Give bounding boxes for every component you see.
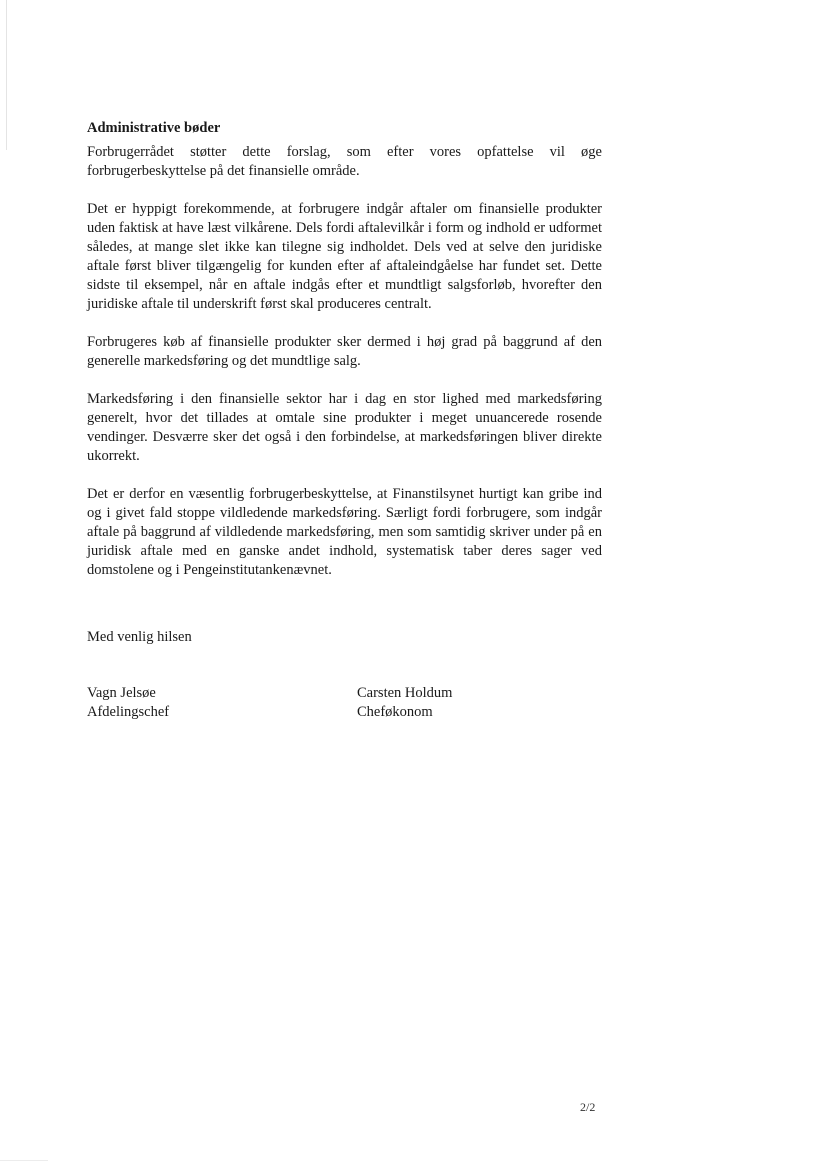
closing-salutation: Med venlig hilsen xyxy=(87,629,192,645)
signatory-title: Afdelingschef xyxy=(87,704,170,720)
paragraph: Markedsføring i den finansielle sektor har i dag en stor lighed med markedsføring generelt, hvor det tillades at omtale sine produkter i meget unuancerede rosende vendinger. Desværre sker det også i den forbindelse, at markedsføringen bliver direkte ukorrekt. xyxy=(87,391,602,464)
paragraph: Det er hyppigt forekommende, at forbrugere indgår aftaler om finansielle produkter uden faktisk at have læst vilkårene. Dels fordi aftalevilkår i form og indhold er udformet således, at mange slet ikke kan tilegne sig indholdet. Dels ved at selve den juridiske aftale først bliver tilgængelig for kunden efter af aftaleindgåelse har fundet set. Dette sidste til eksempel, når en aftale indgås efter et mundtligt salgsforløb, hvorefter den juridiske aftale til underskrift først skal produceres centralt. xyxy=(87,201,602,312)
signatory-name: Vagn Jelsøe xyxy=(87,685,156,701)
page-number: 2/2 xyxy=(580,1100,596,1114)
section-heading: Administrative bøder xyxy=(87,120,221,136)
signature-block-left xyxy=(87,684,169,722)
signature-block-right xyxy=(357,684,452,722)
letter-body xyxy=(87,119,602,599)
signatory-name: Carsten Holdum xyxy=(357,685,453,701)
scan-edge-line-bottom xyxy=(0,1160,48,1161)
paragraph: Forbrugerrådet støtter dette forslag, som efter vores opfattelse vil øge forbrugerbeskyttelse på det finansielle område. xyxy=(87,144,602,179)
paragraph: Forbrugeres køb af finansielle produkter sker dermed i høj grad på baggrund af den generelle markedsføring og det mundtlige salg. xyxy=(87,334,602,369)
scan-edge-line xyxy=(6,0,7,150)
signatory-title: Cheføkonom xyxy=(357,704,433,720)
paragraph: Det er derfor en væsentlig forbrugerbeskyttelse, at Finanstilsynet hurtigt kan gribe ind og i givet fald stoppe vildledende markedsføring. Særligt fordi forbrugere, som indgår aftale på baggrund af vildledende markedsføring, men som samtidig skriver under på en juridisk aftale med en ganske andet indhold, systematisk taber deres sager ved domstolene og i Pengeinstitutankenævnet. xyxy=(87,486,602,578)
